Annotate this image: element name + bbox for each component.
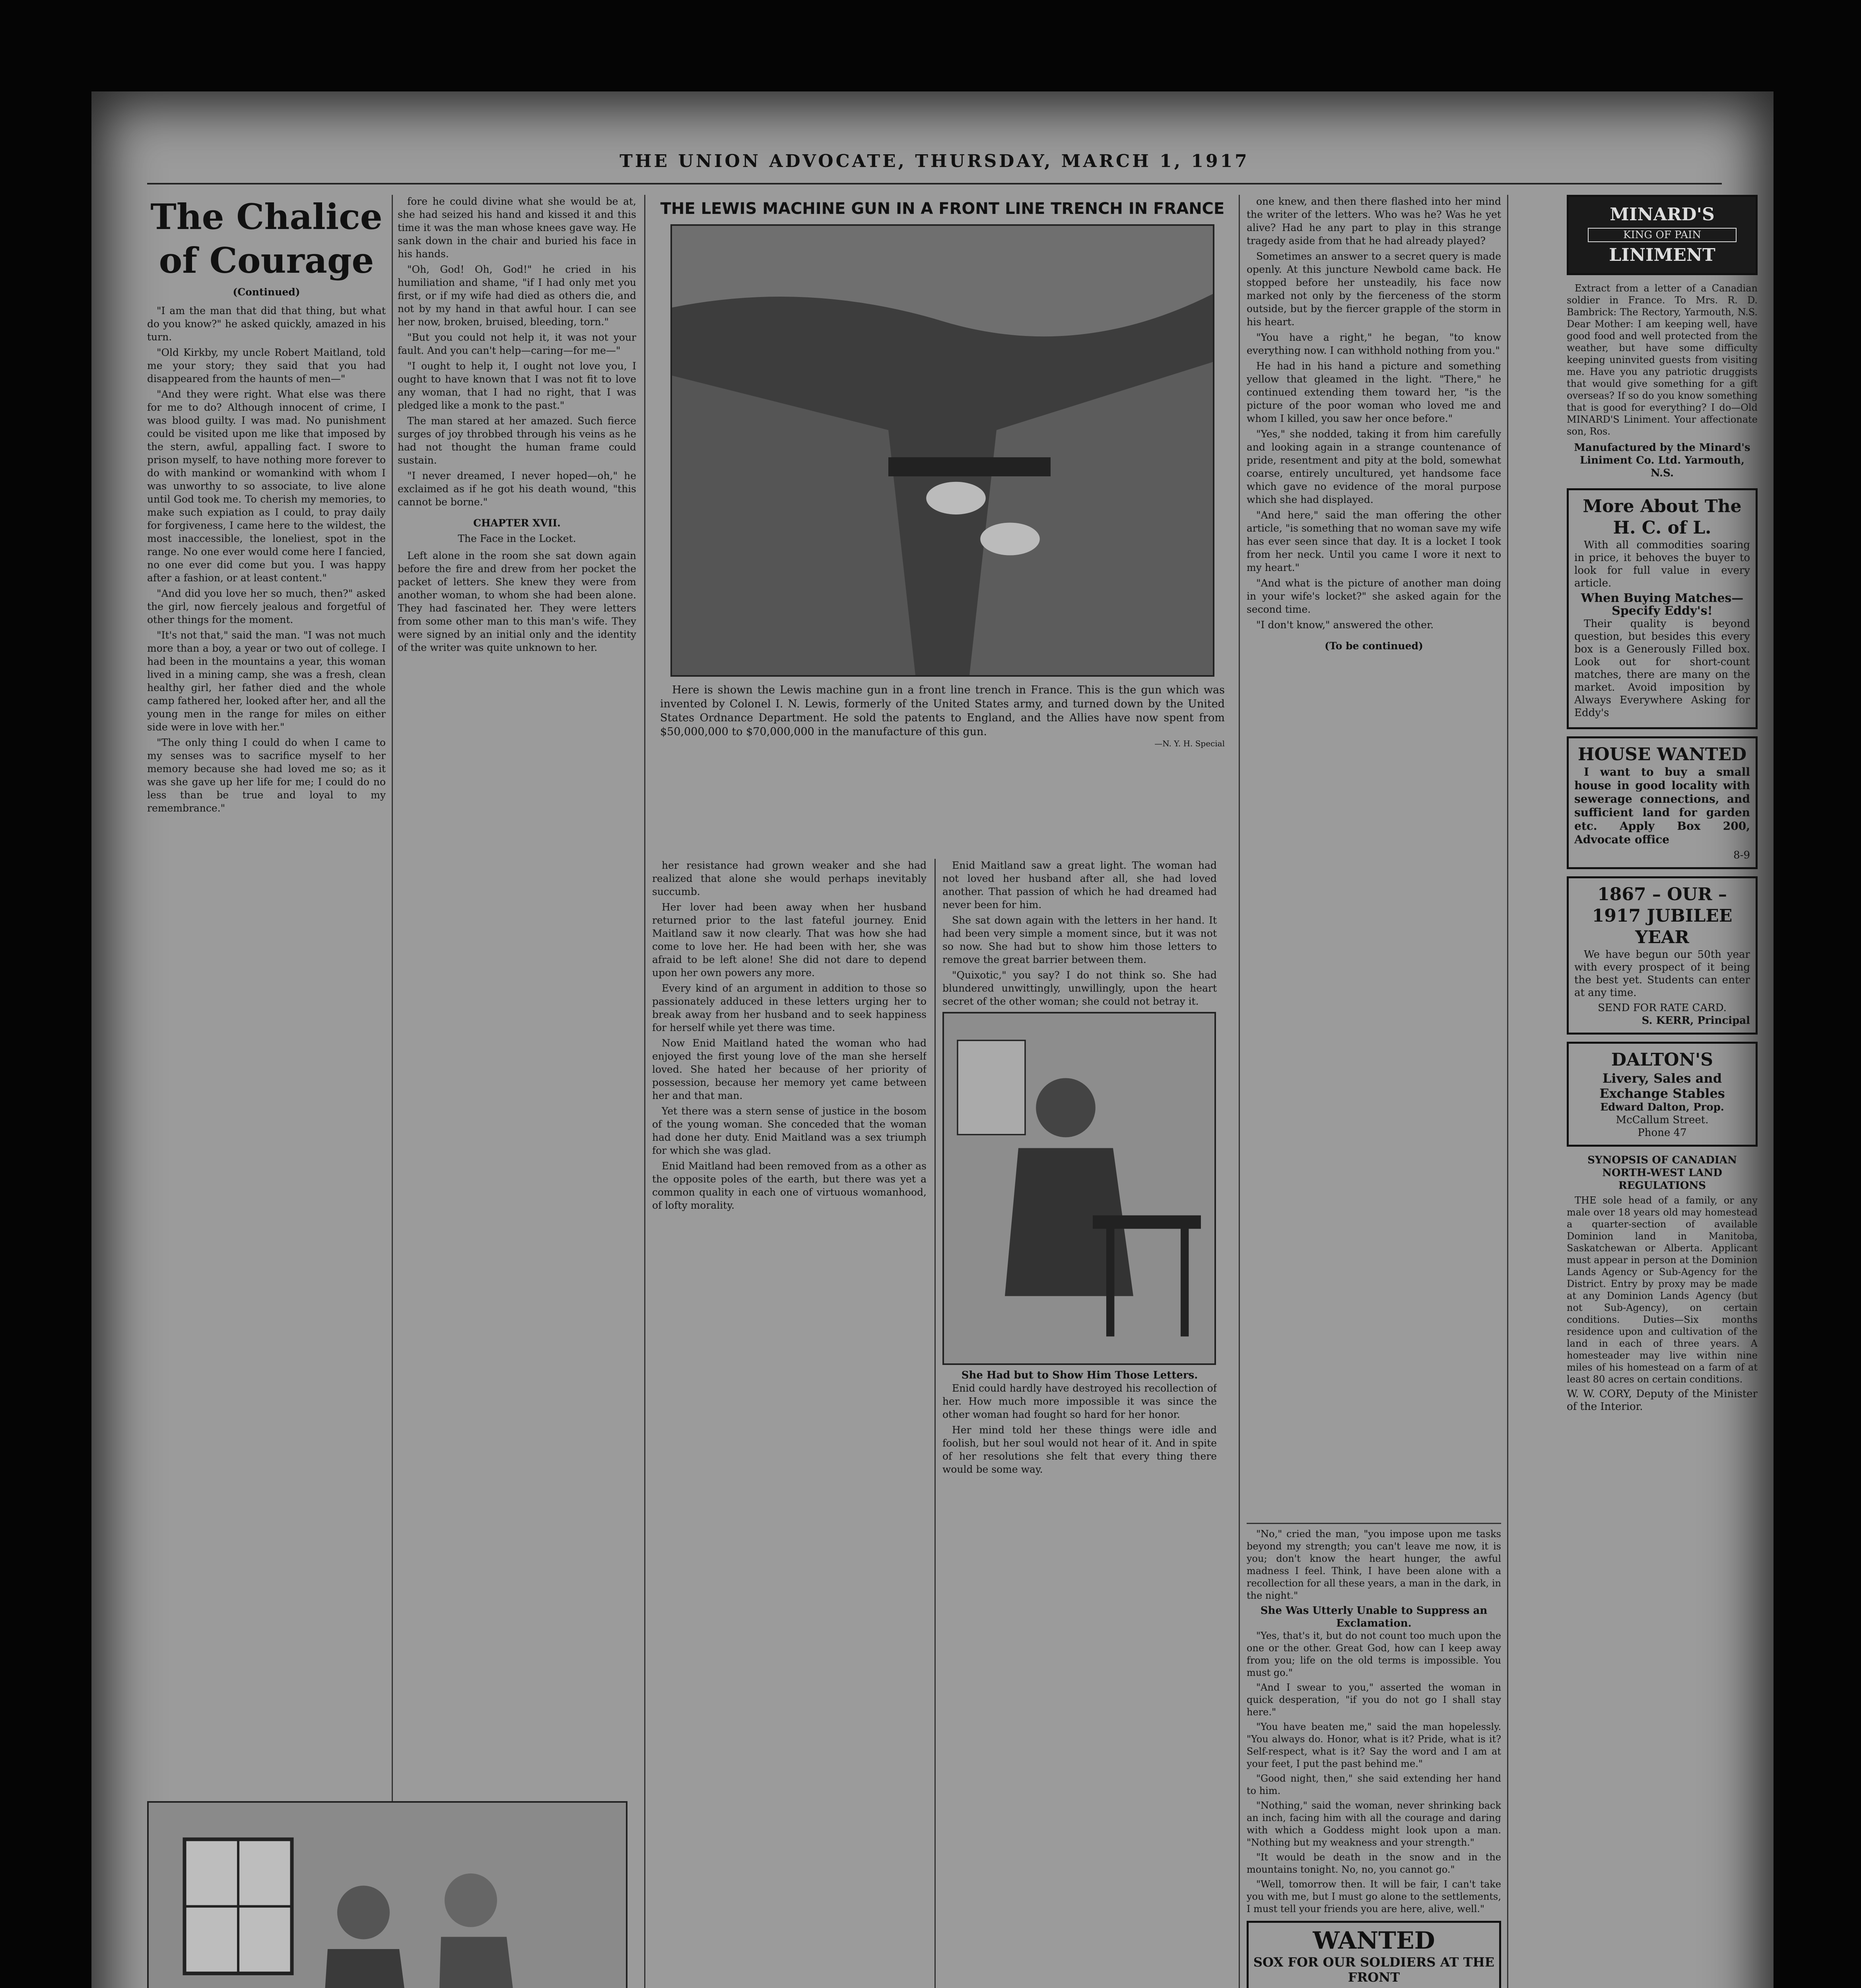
to-be-continued: (To be continued) — [1325, 640, 1423, 652]
house-title: HOUSE WANTED — [1577, 744, 1747, 765]
sketch-icon — [149, 1803, 626, 1988]
story-paragraph: "I ought to help it, I ought not love you, I ought to have known that I was not fit to love any woman, that I had no right, that I was pledged like a monk to the past." — [398, 360, 636, 411]
story-paragraph: "You have a right," he began, "to know everything now. I can withhold nothing from you." — [1247, 332, 1501, 356]
illustration-letters — [942, 1012, 1216, 1365]
hcl-body: With all commodities soaring in price, it behoves the buyer to look for full value in every article. — [1574, 539, 1750, 589]
minards-tagline: KING OF PAIN — [1588, 228, 1737, 242]
war-photo-block — [652, 199, 1233, 851]
chapter-heading: CHAPTER XVII. — [473, 517, 561, 529]
story-paragraph: "The only thing I could do when I came to my senses was to sacrifice myself to her memory because she had loved me so; as it was she gave up her life for me; I could do no less than be true and loyal to my remembrance." — [147, 737, 386, 814]
left-illustration-block — [147, 1801, 636, 1988]
story-paragraph: "Quixotic," you say? I do not think so. She had blundered unwittingly, unwillingly, upon the heart secret of the other woman; she could not betray it. — [942, 969, 1217, 1007]
column-rule — [1239, 195, 1240, 1988]
story-paragraph: "Oh, God! Oh, God!" he cried in his humiliation and shame, "if I had only met you first, or if my wife had died as others die, and not by my hand in that awful hour. I can see her now, broken, bruised, bleeding, torn." — [398, 264, 636, 328]
synopsis-title: SYNOPSIS OF CANADIAN NORTH-WEST LAND REGULATIONS — [1587, 1154, 1737, 1192]
minards-letter: Extract from a letter of a Canadian soldier in France. To Mrs. R. D. Bambrick: The Rectory, Yarmouth, N.S. Dear Mother: I am keeping well, have good food and well protected from the weather, but have some difficulty keeping uninvited guests from visiting me. Have you any patriotic druggists that would give something for a gift overseas? If so do you know something that is good for everything? I do—Old MINARD'S Liniment. Your affectionate son, Ros. — [1567, 283, 1758, 437]
serial-column-5 — [1247, 195, 1501, 1515]
minards-badge-name: MINARD'S — [1610, 204, 1715, 225]
war-photo-headline: THE LEWIS MACHINE GUN IN A FRONT LINE TRENCH IN FRANCE — [660, 200, 1225, 218]
story-paragraph: "Yes," she nodded, taking it from him carefully and looking again in a strange countenance of pride, resentment and pity at the bold, somewhat coarse, entirely uncultured, yet handsome face which gave no evidence of the moral purpose which she had displayed. — [1247, 428, 1501, 505]
jubilee-principal: S. KERR, Principal — [1641, 1015, 1750, 1027]
serial-column-2 — [398, 195, 636, 1805]
hcl-title: More About The H. C. of L. — [1583, 496, 1742, 538]
story-paragraph: He had in his hand a picture and something yellow that gleamed in the light. "There," he continued extending them toward her, "is the picture of the poor woman who loved me and whom I killed, you saw her once before." — [1247, 360, 1501, 424]
sketch-icon — [944, 1013, 1214, 1363]
story-paragraph: "I don't know," answered the other. — [1256, 619, 1434, 631]
column-rule — [1507, 195, 1508, 1988]
dalton-sub: Livery, Sales and Exchange Stables — [1599, 1071, 1725, 1101]
dalton-phone: Phone 47 — [1638, 1127, 1687, 1139]
story-paragraph: "I never dreamed, I never hoped—oh," he exclaimed as if he got his death wound, "this cannot be borne." — [398, 470, 636, 508]
house-wanted-ad — [1567, 736, 1758, 869]
story-paragraph: "No," cried the man, "you impose upon me tasks beyond my strength; you can't leave me now, it is you; don't know the heart hunger, the awful madness I feel. Think, I have been alone with a recollection for all these years, a man in the dark, in the night." — [1247, 1528, 1501, 1601]
wanted-title: WANTED — [1313, 1927, 1435, 1955]
ads-column — [1567, 195, 1758, 1988]
story-paragraph: "It's not that," said the man. "I was not much more than a boy, a year or two out of college. I had been in the mountains a year, this woman lived in a mining camp, she was a fresh, clean healthy girl, her father died and the whole camp fathered her, looked after her, and all the young men in the range for miles on either side were in love with her." — [147, 629, 386, 733]
masthead: THE UNION ADVOCATE, THURSDAY, MARCH 1, 1917 — [147, 151, 1722, 184]
continued-label: (Continued) — [233, 286, 300, 298]
story-paragraph: "I am the man that did that thing, but what do you know?" he asked quickly, amazed in his turn. — [147, 305, 386, 343]
illustration-caption: She Had but to Show Him Those Letters. — [961, 1369, 1198, 1381]
hcl-body2: Their quality is beyond question, but besides this every box is a Generously Filled box. Look out for short-count matches, there are many on the market. Avoid imposition by Always Everywhere Asking for Eddy's — [1574, 618, 1750, 719]
dalton-title: DALTON'S — [1611, 1050, 1713, 1070]
minards-badge — [1567, 195, 1758, 275]
story-paragraph: "But you could not help it, it was not your fault. And you can't help—caring—for me—" — [398, 332, 636, 356]
house-ref: 8-9 — [1733, 849, 1750, 861]
house-body: I want to buy a small house in good locality with sewerage connections, and sufficient land for garden etc. Apply Box 200, Advocate office — [1574, 765, 1750, 846]
story-paragraph: "You have beaten me," said the man hopelessly. "You always do. Honor, what is it? Pride, what is it? Self-respect, what is it? Say the word and I am at your feet, I put the past behind me." — [1247, 1721, 1501, 1769]
minards-product: LINIMENT — [1609, 245, 1715, 265]
story-paragraph: "And what is the picture of another man doing in your wife's locket?" she asked again for the second time. — [1247, 577, 1501, 615]
story-paragraph: "Well, tomorrow then. It will be fair, I can't take you with me, but I must go alone to the settlements, I must tell your friends you are here, alive, well." — [1247, 1879, 1501, 1914]
story-paragraph: "Good night, then," she said extending her hand to him. — [1247, 1773, 1501, 1796]
jubilee-ad — [1567, 876, 1758, 1035]
jubilee-send: SEND FOR RATE CARD. — [1598, 1002, 1727, 1014]
story-paragraph: "And did you love her so much, then?" asked the girl, now fiercely jealous and forgetful of other things for the moment. — [147, 588, 386, 625]
chapter-subhead: The Face in the Locket. — [458, 533, 576, 544]
story-paragraph: Yet there was a stern sense of justice in the bosom of the young woman. She conceded that the woman had done her duty. Enid Maitland was a sex triumph for which she was glad. — [652, 1105, 927, 1156]
synopsis-sign: W. W. CORY, Deputy of the Minister of the Interior. — [1567, 1388, 1758, 1413]
illustration-kiss-hand — [147, 1801, 627, 1988]
story-paragraph: "And here," said the man offering the other article, "is something that no woman save my wife has ever seen since that day. It is a locket I took from her neck. Until you came I wore it next to my heart." — [1247, 509, 1501, 573]
jubilee-title: 1867 – OUR – 1917 JUBILEE YEAR — [1592, 884, 1733, 947]
story-paragraph: Her lover had been away when her husband returned prior to the last fateful journey. Enid Maitland saw it now clearly. That was how she had come to love her. He had been with her, she was afraid to be left alone! She did not dare to depend upon her own powers any more. — [652, 901, 927, 978]
war-photo-caption: Here is shown the Lewis machine gun in a front line trench in France. This is the gun which was invented by Colonel I. N. Lewis, formerly of the United States army, and turned down by the United States Ordnance Department. He sold the patents to England, and the Allies have now spent from $50,000,000 to $70,000,000 in the manufacture of this gun. — [660, 684, 1225, 738]
story-paragraph: Her mind told her these things were idle and foolish, but her soul would not hear of it. And in spite of her resolutions she felt that every thing there would be some way. — [942, 1424, 1217, 1475]
newspaper-page — [91, 91, 1774, 1988]
serial-title-line1: The Chalice — [150, 196, 383, 237]
story-paragraph: Left alone in the room she sat down again before the fire and drew from her pocket the packet of letters. She knew they were from another woman, to whom she had been alone. They had fascinated her. They were letters from some other man to this man's wife. They were signed by an initial only and the identity of the writer was quite unknown to her. — [398, 550, 636, 653]
story-paragraph: Every kind of an argument in addition to those so passionately adduced in these letters urging her to break away from her husband and to seek happiness for herself while yet there was time. — [652, 982, 927, 1033]
story-paragraph: Enid could hardly have destroyed his recollection of her. How much more impossible it was since the other woman had fought so hard for her honor. — [942, 1382, 1217, 1420]
story-paragraph: one knew, and then there flashed into her mind the writer of the letters. Who was he? Was he yet alive? Had he any part to play in this strange tragedy aside from that he had already played? — [1247, 196, 1501, 247]
story-paragraph: She sat down again with the letters in her hand. It had been very simple a moment since, but it was not so now. She had but to show him those letters to remove the great barrier between them. — [942, 914, 1217, 965]
column-rule — [934, 859, 936, 1988]
story-paragraph: "It would be death in the snow and in the mountains tonight. No, no, you cannot go." — [1247, 1852, 1501, 1875]
illustration-caption: She Was Utterly Unable to Suppress an Exclamation. — [1260, 1605, 1488, 1629]
story-paragraph: her resistance had grown weaker and she had realized that alone she would perhaps inevitably succumb. — [652, 860, 927, 897]
story-paragraph: fore he could divine what she would be at, she had seized his hand and kissed it and this time it was the man whose knees gave way. He sank down in the chair and buried his face in his hands. — [398, 196, 636, 260]
serial-column-4 — [942, 859, 1217, 1988]
hcl-ad — [1567, 488, 1758, 729]
daltons-ad — [1567, 1042, 1758, 1147]
story-paragraph: Enid Maitland saw a great light. The woman had not loved her husband after all, she had loved another. That passion of which he had dreamed had never been for him. — [942, 860, 1217, 911]
story-paragraph: The man stared at her amazed. Such fierce surges of joy throbbed through his veins as he had not thought the human frame could sustain. — [398, 415, 636, 466]
column-rule — [392, 195, 393, 1988]
trench-photo — [670, 224, 1214, 677]
story-paragraph: "And I swear to you," asserted the woman in quick desperation, "if you do not go I shall stay here." — [1247, 1682, 1501, 1718]
serial-column-1 — [147, 195, 386, 1988]
story-paragraph: Now Enid Maitland hated the woman who had enjoyed the first young love of the man she herself loved. She hated her because of her priority of possession, because her memory yet came between her and that man. — [652, 1037, 927, 1101]
col6-text-block — [1247, 1523, 1501, 1988]
story-paragraph: "Old Kirkby, my uncle Robert Maitland, told me your story; they said that you had disappeared from the haunts of men—" — [147, 347, 386, 384]
wanted-ad — [1247, 1921, 1501, 1988]
wanted-subtitle: SOX FOR OUR SOLDIERS AT THE FRONT — [1253, 1955, 1495, 1985]
minards-maker: Manufactured by the Minard's Liniment Co. Ltd. Yarmouth, N.S. — [1574, 442, 1750, 479]
jubilee-body: We have begun our 50th year with every prospect of it being the best yet. Students can enter at any time. — [1574, 949, 1750, 999]
war-photo-credit: —N. Y. H. Special — [1154, 739, 1225, 748]
synopsis-body: THE sole head of a family, or any male over 18 years old may homestead a quarter-section of available Dominion land in Manitoba, Saskatchewan or Alberta. Applicant must appear in person at the Dominion Lands Agency or Sub-Agency for the District. Entry by proxy may be made at any Dominion Lands Agency (but not Sub-Agency), on certain conditions. Duties—Six months residence upon and cultivation of the land in each of three years. A homesteader may live within nine miles of his homestead on a farm of at least 80 acres on certain conditions. — [1567, 1195, 1758, 1385]
story-paragraph: Sometimes an answer to a secret query is made openly. At this juncture Newbold came back. He stopped before her unsteadily, his face now marked not only by the fierceness of the storm outside, but by the fiercer grapple of the storm in his heart. — [1247, 250, 1501, 328]
hcl-subtitle: When Buying Matches—Specify Eddy's! — [1581, 591, 1744, 618]
story-paragraph: "Nothing," said the woman, never shrinking back an inch, facing him with all the courage and daring with which a Goddess might look upon a man. "Nothing but my weakness and your strength." — [1247, 1800, 1501, 1848]
dalton-owner: Edward Dalton, Prop. — [1600, 1101, 1724, 1113]
trench-photo-icon — [672, 226, 1213, 675]
serial-title-line2: of Courage — [159, 240, 374, 281]
story-paragraph: Enid Maitland had been removed from as a other as the opposite poles of the earth, but there was yet a common quality in each one of virtuous womanhood, of lofty morality. — [652, 1160, 927, 1211]
dalton-street: McCallum Street. — [1616, 1114, 1709, 1126]
story-paragraph: "And they were right. What else was there for me to do? Although innocent of crime, I was blood guilty. I was mad. No punishment could be visited upon me like that imposed by the stern, awful, appalling fact. I swore to prison myself, to have nothing more forever to do with mankind or womankind with whom I was unworthy to so associate, to live alone until God took me. To cherish my memories, to make such expiation as I could, to pray daily for forgiveness, I came here to the wildest, the most inaccessible, the loneliest, spot in the range. No one ever would come here I fancied, no one ever did come but you. I was happy after a fashion, or at least content." — [147, 388, 386, 584]
column-rule — [644, 195, 645, 1988]
story-paragraph: "Yes, that's it, but do not count too much upon the one or the other. Great God, how can I keep away from you; life on the old terms is impossible. You must go." — [1247, 1630, 1501, 1678]
serial-column-3 — [652, 859, 927, 1988]
